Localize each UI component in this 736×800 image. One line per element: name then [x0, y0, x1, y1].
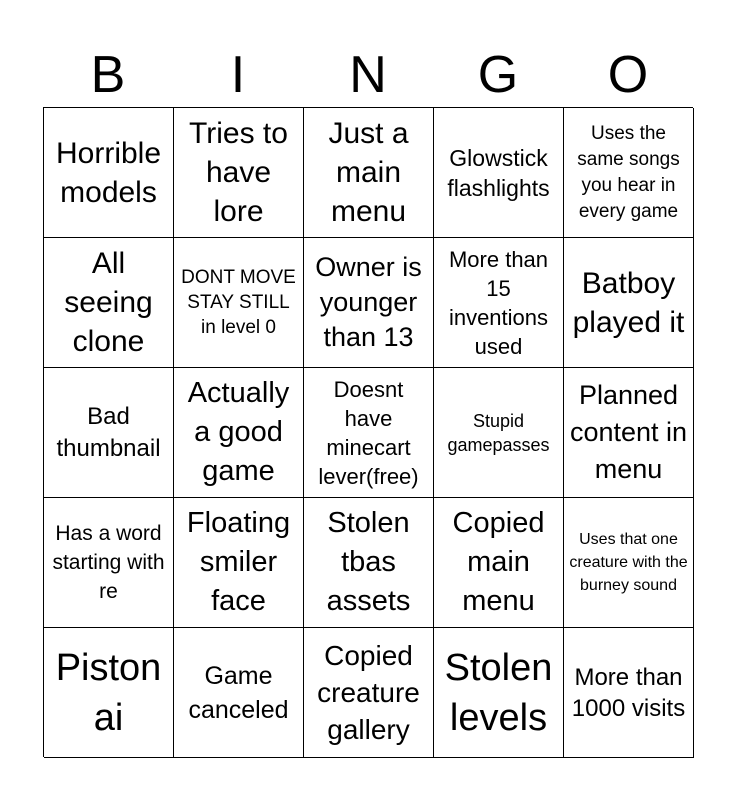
bingo-cell[interactable]	[304, 108, 434, 238]
bingo-cell[interactable]	[174, 498, 304, 628]
cell-text: Owner is younger than 13	[315, 252, 422, 352]
bingo-cell[interactable]	[304, 238, 434, 368]
cell-text: Stolen tbas assets	[326, 507, 411, 617]
bingo-cell[interactable]	[564, 238, 694, 368]
bingo-cell[interactable]	[564, 628, 694, 758]
bingo-cell[interactable]	[564, 498, 694, 628]
bingo-header	[43, 44, 693, 106]
bingo-cell[interactable]	[44, 238, 174, 368]
cell-text: All seeing clone	[64, 247, 153, 358]
cell-text: Actually a good game	[187, 377, 290, 487]
cell-text: DONT MOVE STAY STILL in level 0	[181, 267, 296, 338]
bingo-cell[interactable]	[434, 628, 564, 758]
cell-text: More than 1000 visits	[571, 663, 686, 722]
cell-text: Bad thumbnail	[56, 402, 161, 462]
bingo-cell[interactable]	[304, 498, 434, 628]
cell-text: Copied main menu	[452, 507, 545, 617]
cell-text: Planned content in menu	[569, 380, 688, 484]
cell-text: Has a word starting with re	[52, 522, 165, 603]
bingo-cell[interactable]	[434, 238, 564, 368]
cell-text: Glowstick flashlights	[447, 144, 550, 201]
bingo-cell[interactable]	[434, 368, 564, 498]
bingo-cell[interactable]	[434, 498, 564, 628]
bingo-cell[interactable]	[44, 628, 174, 758]
header-letter-o: O	[607, 46, 649, 104]
cell-text: Piston ai	[55, 646, 162, 739]
cell-text: Uses that one creature with the burney sound	[569, 531, 688, 594]
cell-text: Game canceled	[188, 661, 289, 724]
bingo-grid	[43, 107, 693, 757]
bingo-cell[interactable]	[44, 498, 174, 628]
bingo-cell[interactable]	[44, 368, 174, 498]
cell-text: Floating smiler face	[186, 507, 291, 617]
cell-text: Just a main menu	[328, 117, 409, 228]
bingo-cell[interactable]	[564, 368, 694, 498]
bingo-cell[interactable]	[44, 108, 174, 238]
header-letter-g: G	[477, 46, 519, 104]
header-letter-n: N	[349, 46, 387, 104]
cell-text: More than 15 inventions used	[448, 246, 549, 359]
cell-text: Tries to have lore	[189, 117, 288, 228]
bingo-cell[interactable]	[174, 108, 304, 238]
cell-text: Stupid gamepasses	[447, 410, 550, 455]
cell-text: Copied creature gallery	[317, 640, 420, 745]
cell-text: Stolen levels	[444, 646, 553, 739]
bingo-cell[interactable]	[564, 108, 694, 238]
bingo-cell[interactable]	[304, 368, 434, 498]
cell-text: Horrible models	[55, 136, 162, 209]
header-letter-b: B	[90, 46, 126, 104]
header-letter-i: I	[230, 46, 246, 104]
bingo-cell[interactable]	[174, 368, 304, 498]
cell-text: Batboy played it	[572, 266, 685, 339]
bingo-cell[interactable]	[434, 108, 564, 238]
cell-text: Doesnt have minecart lever(free)	[318, 376, 419, 489]
cell-text: Uses the same songs you hear in every game	[577, 122, 680, 222]
bingo-cell[interactable]	[174, 238, 304, 368]
bingo-cell[interactable]	[304, 628, 434, 758]
bingo-cell[interactable]	[174, 628, 304, 758]
